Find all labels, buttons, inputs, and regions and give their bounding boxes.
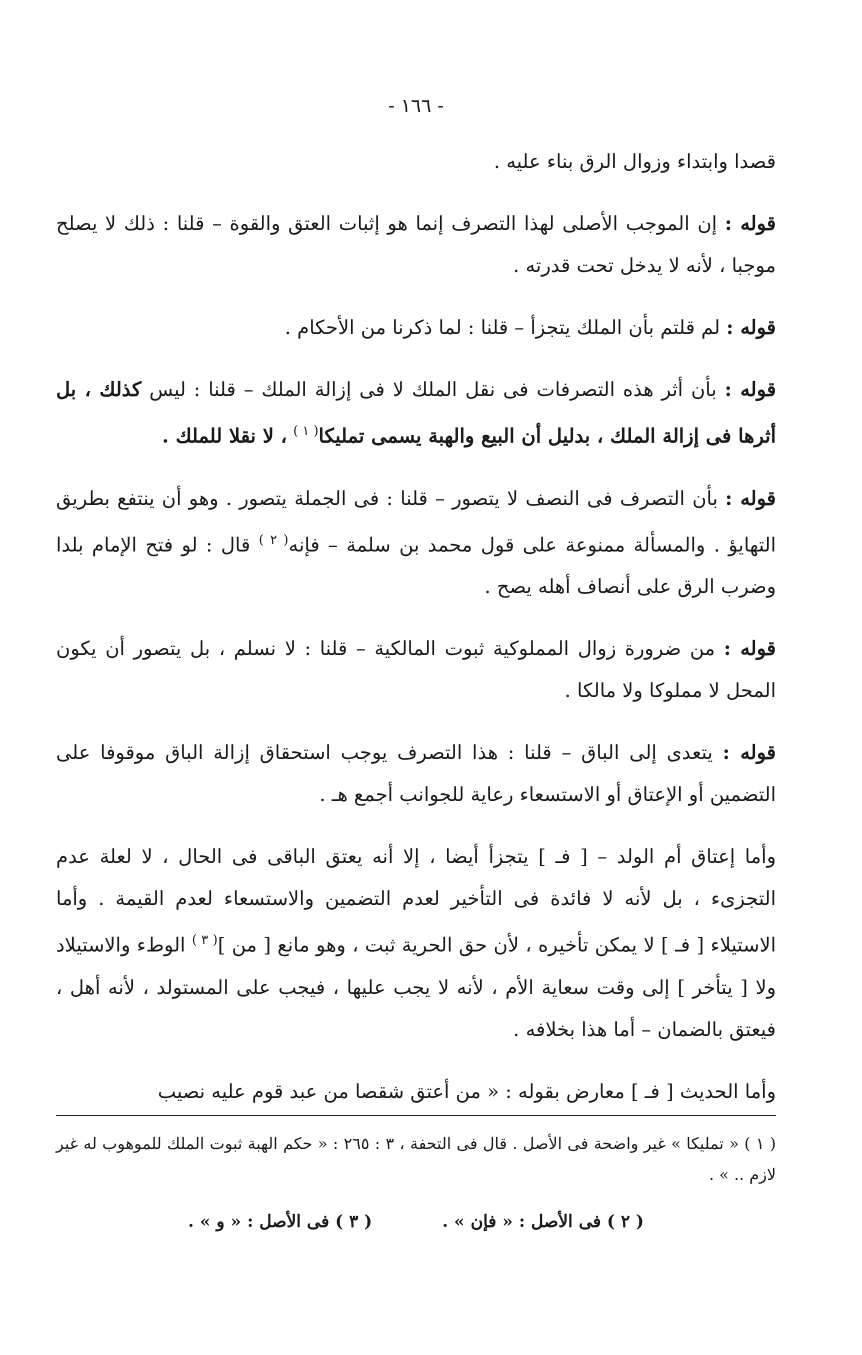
footnote-ref-2: ( ٢ ) xyxy=(258,532,289,548)
footnote-1: ( ١ ) « تمليكا » غير واضحة فى الأصل . قال فى التحفة ، ٣ : ٢٦٥ : « حكم الهبة ثبوت الملك للموهوب له غير لازم .. » . xyxy=(56,1133,777,1184)
paragraph-7-text: يتعدى إلى الباق – قلنا : هذا التصرف يوجب استحقاق إزالة الباق موقوفا على التضمين أو الإعتاق أو الاستسعاء رعاية للجوانب أجمع هـ . xyxy=(56,741,776,806)
paragraph-9 xyxy=(56,1071,776,1116)
paragraph-5 xyxy=(56,478,776,609)
paragraph-2-text: إن الموجب الأصلى لهذا التصرف إنما هو إثبات العتق والقوة – قلنا : ذلك لا يصلح موجبا ، لأنه لا يدخل تحت قدرته . xyxy=(56,212,776,277)
paragraph-4-tail: ، لا نقلا للملك . xyxy=(162,424,287,448)
paragraph-8 xyxy=(56,836,776,1051)
paragraph-6-text: من ضرورة زوال المملوكية ثبوت المالكية – قلنا : لا نسلم ، بل يتصور أن يكون المحل لا مملوكا ولا مالكا . xyxy=(56,637,776,702)
paragraph-1-text: قصدا وابتداء وزوال الرق بناء عليه . xyxy=(493,150,776,173)
paragraph-5-text: بأن التصرف فى النصف لا يتصور – قلنا : فى الجملة يتصور . وهو أن ينتفع بطريق التهايؤ . والمسألة ممنوعة على قول محمد بن سلمة – فإنه xyxy=(56,486,776,556)
footnotes xyxy=(56,1128,776,1232)
paragraph-9-text: وأما الحديث [ فـ ] معارض بقوله : « من أعتق شقصا من عبد قوم عليه نصيب xyxy=(157,1079,776,1103)
speaker-label: قوله : xyxy=(723,637,776,660)
footnote-3: ( ٣ ) فى الأصل : « و » . xyxy=(188,1211,373,1232)
paragraph-2 xyxy=(56,203,776,287)
page-number: - ١٦٦ - xyxy=(388,95,444,117)
paragraph-4-bold-text: كذلك ، بل أثرها فى إزالة الملك ، بدليل أن البيع والهبة يسمى تمليكا xyxy=(56,378,776,448)
paragraph-3 xyxy=(56,307,776,349)
footnote-ref-1: ( ١ ) xyxy=(293,424,319,439)
paragraph-8-tail: الوطء والاستيلاد ولا [ يتأخر ] إلى وقت سعاية الأم ، لأنه لا يجب عليها ، فيجب على المستولد ، لأنه أهل ، فيعتق بالضمان – أما هذا بخلافه . xyxy=(56,933,776,1041)
speaker-label: قوله : xyxy=(725,486,776,510)
paragraph-1 xyxy=(56,141,776,183)
speaker-label: قوله : xyxy=(724,212,777,235)
paragraph-6 xyxy=(56,628,776,712)
paragraph-7 xyxy=(56,732,776,816)
speaker-label: قوله : xyxy=(724,378,777,401)
footnote-2: ( ٢ ) فى الأصل : « فإن » . xyxy=(442,1211,644,1232)
footnote-row xyxy=(56,1212,776,1232)
body-text xyxy=(56,141,776,1116)
paragraph-8-text: وأما إعتاق أم الولد – [ فـ ] يتجزأ أيضا ، إلا أنه يعتق الباقى فى الحال ، لا لعلة عدم التجزىء ، بل لأنه لا فائدة فى التأخير لعدم التضمين والاستسعاء لعدم القيمة . وأما الاستيلاء [ فـ ] لا يمكن تأخيره ، لأن حق الحرية ثبت ، وهو مانع [ من ] xyxy=(56,845,776,957)
speaker-label: قوله : xyxy=(726,316,776,339)
paragraph-3-text: لم قلتم بأن الملك يتجزأ – قلنا : لما ذكرنا من الأحكام . xyxy=(284,316,721,339)
speaker-label: قوله : xyxy=(722,741,777,764)
paragraph-4 xyxy=(56,369,776,458)
paragraph-4-text: بأن أثر هذه التصرفات فى نقل الملك لا فى إزالة الملك – قلنا : ليس xyxy=(149,378,717,401)
footnote-ref-3: ( ٣ ) xyxy=(191,933,218,948)
paragraph-5-tail: قال : لو فتح الإمام بلدا وضرب الرق على أنصاف أهله يصح . xyxy=(56,533,776,598)
